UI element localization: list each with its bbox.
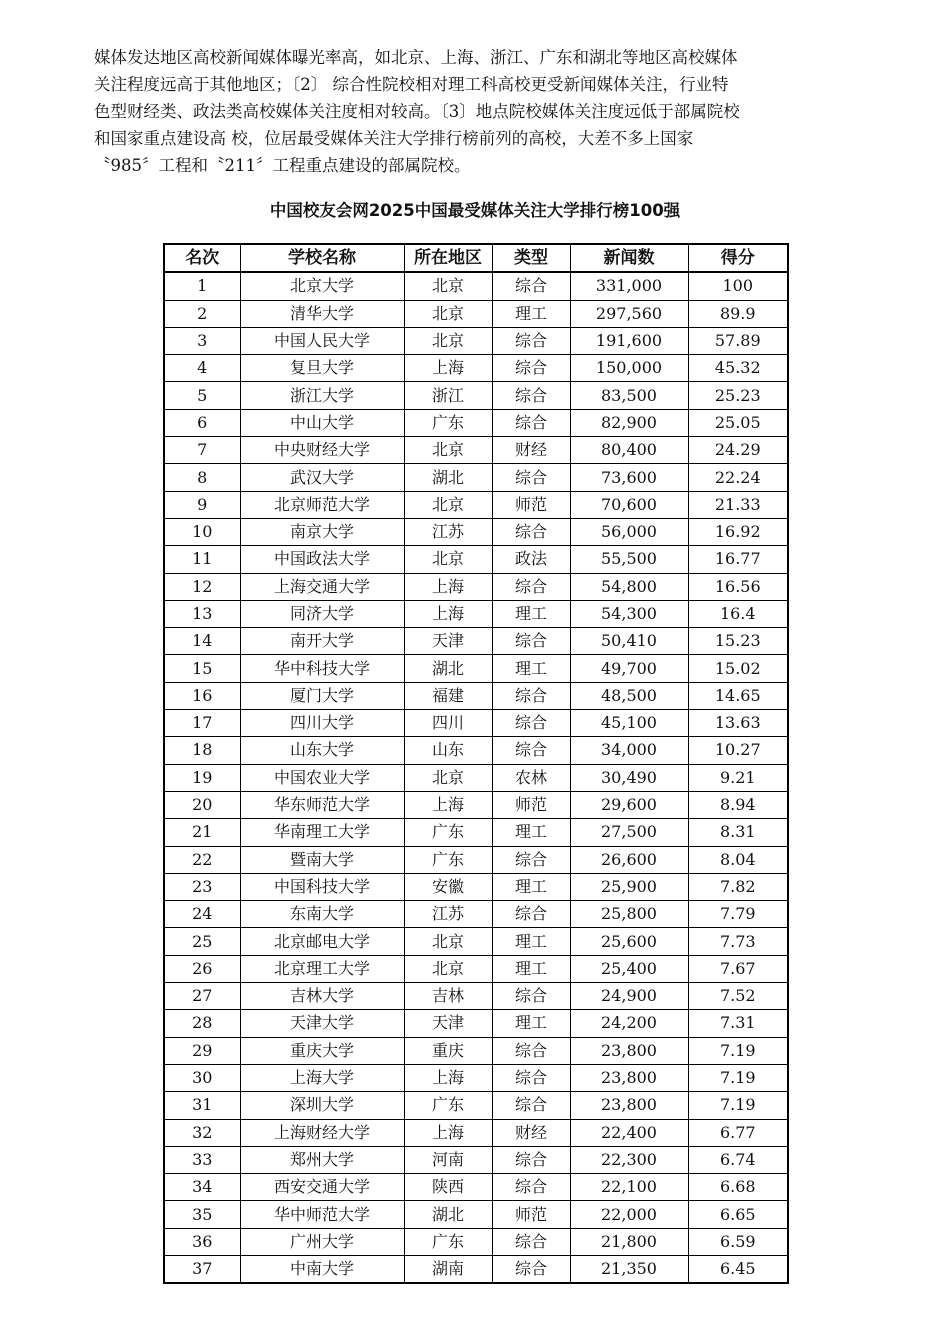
score-cell: 6.74 xyxy=(688,1146,788,1173)
ranking-table-body xyxy=(164,272,788,1283)
type-cell: 理工 xyxy=(492,873,570,900)
region-cell: 上海 xyxy=(404,573,492,600)
region-cell: 上海 xyxy=(404,1064,492,1091)
region-cell: 山东 xyxy=(404,737,492,764)
table-row xyxy=(164,873,788,900)
score-cell: 7.73 xyxy=(688,928,788,955)
table-row xyxy=(164,764,788,791)
region-cell: 北京 xyxy=(404,928,492,955)
table-row xyxy=(164,600,788,627)
school-name-cell: 北京邮电大学 xyxy=(240,928,404,955)
region-cell: 陕西 xyxy=(404,1174,492,1201)
news-count-cell: 25,600 xyxy=(570,928,688,955)
rank-cell: 12 xyxy=(164,573,240,600)
region-cell: 江苏 xyxy=(404,901,492,928)
region-cell: 河南 xyxy=(404,1146,492,1173)
rank-cell: 19 xyxy=(164,764,240,791)
table-row xyxy=(164,1228,788,1255)
region-cell: 安徽 xyxy=(404,873,492,900)
region-cell: 浙江 xyxy=(404,382,492,409)
rank-cell: 21 xyxy=(164,819,240,846)
type-cell: 综合 xyxy=(492,518,570,545)
news-count-cell: 54,800 xyxy=(570,573,688,600)
table-row xyxy=(164,1092,788,1119)
rank-cell: 15 xyxy=(164,655,240,682)
score-cell: 100 xyxy=(688,272,788,300)
type-cell: 理工 xyxy=(492,1010,570,1037)
intro-line: 色型财经类、政法类高校媒体关注度相对较高。〔3〕地点院校媒体关注度远低于部属院校 xyxy=(94,102,740,121)
table-row xyxy=(164,573,788,600)
region-cell: 上海 xyxy=(404,355,492,382)
school-name-cell: 天津大学 xyxy=(240,1010,404,1037)
table-row xyxy=(164,1119,788,1146)
score-cell: 7.31 xyxy=(688,1010,788,1037)
region-cell: 北京 xyxy=(404,955,492,982)
type-cell: 政法 xyxy=(492,546,570,573)
score-cell: 15.02 xyxy=(688,655,788,682)
ranking-table xyxy=(163,243,789,1284)
rank-cell: 2 xyxy=(164,300,240,327)
news-count-cell: 21,800 xyxy=(570,1228,688,1255)
news-count-cell: 45,100 xyxy=(570,710,688,737)
school-name-cell: 复旦大学 xyxy=(240,355,404,382)
table-row xyxy=(164,409,788,436)
rank-cell: 24 xyxy=(164,901,240,928)
news-count-cell: 26,600 xyxy=(570,846,688,873)
table-row xyxy=(164,955,788,982)
rank-cell: 8 xyxy=(164,464,240,491)
region-cell: 上海 xyxy=(404,1119,492,1146)
type-cell: 综合 xyxy=(492,846,570,873)
school-name-cell: 暨南大学 xyxy=(240,846,404,873)
school-name-cell: 四川大学 xyxy=(240,710,404,737)
rank-cell: 33 xyxy=(164,1146,240,1173)
rank-cell: 5 xyxy=(164,382,240,409)
school-name-cell: 北京大学 xyxy=(240,272,404,300)
type-cell: 综合 xyxy=(492,983,570,1010)
score-cell: 7.82 xyxy=(688,873,788,900)
score-cell: 6.65 xyxy=(688,1201,788,1228)
region-cell: 上海 xyxy=(404,791,492,818)
school-name-cell: 厦门大学 xyxy=(240,682,404,709)
intro-line: 〝985〞工程和〝211〞工程重点建设的部属院校。 xyxy=(94,156,471,175)
type-cell: 综合 xyxy=(492,1146,570,1173)
table-row xyxy=(164,382,788,409)
news-count-cell: 70,600 xyxy=(570,491,688,518)
type-cell: 综合 xyxy=(492,1255,570,1283)
school-name-cell: 北京理工大学 xyxy=(240,955,404,982)
type-cell: 综合 xyxy=(492,272,570,300)
school-name-cell: 中国人民大学 xyxy=(240,327,404,354)
school-name-cell: 上海大学 xyxy=(240,1064,404,1091)
school-name-cell: 华东师范大学 xyxy=(240,791,404,818)
rank-cell: 22 xyxy=(164,846,240,873)
type-cell: 理工 xyxy=(492,955,570,982)
intro-line: 和国家重点建设高 校，位居最受媒体关注大学排行榜前列的高校，大差不多上国家 xyxy=(94,129,694,148)
type-cell: 农林 xyxy=(492,764,570,791)
news-count-cell: 24,900 xyxy=(570,983,688,1010)
table-row xyxy=(164,928,788,955)
score-cell: 7.19 xyxy=(688,1064,788,1091)
score-cell: 7.52 xyxy=(688,983,788,1010)
type-cell: 综合 xyxy=(492,737,570,764)
region-cell: 江苏 xyxy=(404,518,492,545)
school-name-cell: 上海财经大学 xyxy=(240,1119,404,1146)
type-cell: 理工 xyxy=(492,600,570,627)
region-cell: 北京 xyxy=(404,272,492,300)
news-count-cell: 54,300 xyxy=(570,600,688,627)
score-cell: 24.29 xyxy=(688,437,788,464)
table-row xyxy=(164,491,788,518)
school-name-cell: 山东大学 xyxy=(240,737,404,764)
school-name-cell: 中央财经大学 xyxy=(240,437,404,464)
type-cell: 综合 xyxy=(492,628,570,655)
type-cell: 财经 xyxy=(492,437,570,464)
rank-cell: 10 xyxy=(164,518,240,545)
table-row xyxy=(164,1174,788,1201)
table-row xyxy=(164,1255,788,1283)
column-header-region: 所在地区 xyxy=(404,244,492,272)
news-count-cell: 48,500 xyxy=(570,682,688,709)
score-cell: 7.79 xyxy=(688,901,788,928)
table-row xyxy=(164,983,788,1010)
score-cell: 8.94 xyxy=(688,791,788,818)
school-name-cell: 西安交通大学 xyxy=(240,1174,404,1201)
rank-cell: 9 xyxy=(164,491,240,518)
rank-cell: 30 xyxy=(164,1064,240,1091)
news-count-cell: 331,000 xyxy=(570,272,688,300)
score-cell: 6.68 xyxy=(688,1174,788,1201)
region-cell: 四川 xyxy=(404,710,492,737)
school-name-cell: 浙江大学 xyxy=(240,382,404,409)
school-name-cell: 清华大学 xyxy=(240,300,404,327)
table-row xyxy=(164,355,788,382)
news-count-cell: 22,100 xyxy=(570,1174,688,1201)
region-cell: 天津 xyxy=(404,628,492,655)
column-header-score: 得分 xyxy=(688,244,788,272)
score-cell: 25.23 xyxy=(688,382,788,409)
rank-cell: 6 xyxy=(164,409,240,436)
school-name-cell: 华中科技大学 xyxy=(240,655,404,682)
region-cell: 广东 xyxy=(404,1092,492,1119)
school-name-cell: 重庆大学 xyxy=(240,1037,404,1064)
column-header-rank: 名次 xyxy=(164,244,240,272)
table-row xyxy=(164,1146,788,1173)
school-name-cell: 郑州大学 xyxy=(240,1146,404,1173)
score-cell: 8.04 xyxy=(688,846,788,873)
score-cell: 22.24 xyxy=(688,464,788,491)
type-cell: 综合 xyxy=(492,327,570,354)
table-row xyxy=(164,464,788,491)
intro-line: 媒体发达地区高校新闻媒体曝光率高，如北京、上海、浙江、广东和湖北等地区高校媒体 xyxy=(94,48,738,67)
news-count-cell: 150,000 xyxy=(570,355,688,382)
news-count-cell: 73,600 xyxy=(570,464,688,491)
score-cell: 16.92 xyxy=(688,518,788,545)
score-cell: 7.19 xyxy=(688,1092,788,1119)
table-title: 中国校友会网2025中国最受媒体关注大学排行榜100强 xyxy=(269,201,681,220)
region-cell: 福建 xyxy=(404,682,492,709)
news-count-cell: 50,410 xyxy=(570,628,688,655)
type-cell: 理工 xyxy=(492,300,570,327)
rank-cell: 23 xyxy=(164,873,240,900)
score-cell: 16.77 xyxy=(688,546,788,573)
score-cell: 57.89 xyxy=(688,327,788,354)
school-name-cell: 南京大学 xyxy=(240,518,404,545)
table-row xyxy=(164,546,788,573)
region-cell: 广东 xyxy=(404,846,492,873)
table-row xyxy=(164,655,788,682)
school-name-cell: 同济大学 xyxy=(240,600,404,627)
news-count-cell: 297,560 xyxy=(570,300,688,327)
news-count-cell: 83,500 xyxy=(570,382,688,409)
table-row xyxy=(164,1010,788,1037)
score-cell: 15.23 xyxy=(688,628,788,655)
school-name-cell: 广州大学 xyxy=(240,1228,404,1255)
table-row xyxy=(164,682,788,709)
column-header-type: 类型 xyxy=(492,244,570,272)
table-row xyxy=(164,300,788,327)
news-count-cell: 23,800 xyxy=(570,1037,688,1064)
rank-cell: 17 xyxy=(164,710,240,737)
rank-cell: 14 xyxy=(164,628,240,655)
region-cell: 上海 xyxy=(404,600,492,627)
school-name-cell: 中山大学 xyxy=(240,409,404,436)
type-cell: 师范 xyxy=(492,491,570,518)
rank-cell: 11 xyxy=(164,546,240,573)
news-count-cell: 23,800 xyxy=(570,1064,688,1091)
table-row xyxy=(164,901,788,928)
table-row xyxy=(164,1064,788,1091)
region-cell: 重庆 xyxy=(404,1037,492,1064)
score-cell: 7.67 xyxy=(688,955,788,982)
region-cell: 广东 xyxy=(404,819,492,846)
region-cell: 吉林 xyxy=(404,983,492,1010)
type-cell: 综合 xyxy=(492,1037,570,1064)
region-cell: 湖北 xyxy=(404,655,492,682)
intro-paragraph xyxy=(94,44,884,179)
school-name-cell: 华南理工大学 xyxy=(240,819,404,846)
score-cell: 16.56 xyxy=(688,573,788,600)
news-count-cell: 27,500 xyxy=(570,819,688,846)
rank-cell: 34 xyxy=(164,1174,240,1201)
type-cell: 综合 xyxy=(492,901,570,928)
news-count-cell: 25,800 xyxy=(570,901,688,928)
news-count-cell: 22,000 xyxy=(570,1201,688,1228)
news-count-cell: 82,900 xyxy=(570,409,688,436)
news-count-cell: 29,600 xyxy=(570,791,688,818)
intro-line: 关注程度远高于其他地区；〔2〕 综合性院校相对理工科高校更受新闻媒体关注，行业特 xyxy=(94,75,729,94)
type-cell: 理工 xyxy=(492,928,570,955)
type-cell: 综合 xyxy=(492,355,570,382)
rank-cell: 18 xyxy=(164,737,240,764)
region-cell: 广东 xyxy=(404,1228,492,1255)
region-cell: 北京 xyxy=(404,437,492,464)
school-name-cell: 中国科技大学 xyxy=(240,873,404,900)
type-cell: 师范 xyxy=(492,791,570,818)
table-row xyxy=(164,518,788,545)
table-row xyxy=(164,437,788,464)
table-header-row xyxy=(164,244,788,272)
school-name-cell: 南开大学 xyxy=(240,628,404,655)
type-cell: 财经 xyxy=(492,1119,570,1146)
region-cell: 北京 xyxy=(404,300,492,327)
type-cell: 理工 xyxy=(492,819,570,846)
rank-cell: 28 xyxy=(164,1010,240,1037)
news-count-cell: 55,500 xyxy=(570,546,688,573)
news-count-cell: 80,400 xyxy=(570,437,688,464)
rank-cell: 13 xyxy=(164,600,240,627)
type-cell: 综合 xyxy=(492,1092,570,1119)
score-cell: 25.05 xyxy=(688,409,788,436)
region-cell: 湖南 xyxy=(404,1255,492,1283)
table-row xyxy=(164,846,788,873)
school-name-cell: 东南大学 xyxy=(240,901,404,928)
table-row xyxy=(164,1201,788,1228)
rank-cell: 36 xyxy=(164,1228,240,1255)
score-cell: 13.63 xyxy=(688,710,788,737)
table-row xyxy=(164,791,788,818)
school-name-cell: 中国农业大学 xyxy=(240,764,404,791)
rank-cell: 20 xyxy=(164,791,240,818)
region-cell: 北京 xyxy=(404,546,492,573)
rank-cell: 3 xyxy=(164,327,240,354)
region-cell: 北京 xyxy=(404,764,492,791)
column-header-school: 学校名称 xyxy=(240,244,404,272)
school-name-cell: 上海交通大学 xyxy=(240,573,404,600)
news-count-cell: 21,350 xyxy=(570,1255,688,1283)
news-count-cell: 22,400 xyxy=(570,1119,688,1146)
table-row xyxy=(164,1037,788,1064)
region-cell: 湖北 xyxy=(404,464,492,491)
rank-cell: 4 xyxy=(164,355,240,382)
score-cell: 16.4 xyxy=(688,600,788,627)
rank-cell: 29 xyxy=(164,1037,240,1064)
table-row xyxy=(164,628,788,655)
rank-cell: 1 xyxy=(164,272,240,300)
score-cell: 10.27 xyxy=(688,737,788,764)
score-cell: 6.77 xyxy=(688,1119,788,1146)
school-name-cell: 北京师范大学 xyxy=(240,491,404,518)
rank-cell: 16 xyxy=(164,682,240,709)
school-name-cell: 中国政法大学 xyxy=(240,546,404,573)
school-name-cell: 深圳大学 xyxy=(240,1092,404,1119)
rank-cell: 32 xyxy=(164,1119,240,1146)
news-count-cell: 191,600 xyxy=(570,327,688,354)
region-cell: 天津 xyxy=(404,1010,492,1037)
school-name-cell: 武汉大学 xyxy=(240,464,404,491)
score-cell: 6.45 xyxy=(688,1255,788,1283)
type-cell: 综合 xyxy=(492,464,570,491)
type-cell: 综合 xyxy=(492,1228,570,1255)
type-cell: 综合 xyxy=(492,573,570,600)
region-cell: 广东 xyxy=(404,409,492,436)
score-cell: 14.65 xyxy=(688,682,788,709)
rank-cell: 7 xyxy=(164,437,240,464)
rank-cell: 31 xyxy=(164,1092,240,1119)
news-count-cell: 34,000 xyxy=(570,737,688,764)
rank-cell: 35 xyxy=(164,1201,240,1228)
news-count-cell: 25,900 xyxy=(570,873,688,900)
score-cell: 6.59 xyxy=(688,1228,788,1255)
table-row xyxy=(164,710,788,737)
news-count-cell: 49,700 xyxy=(570,655,688,682)
rank-cell: 25 xyxy=(164,928,240,955)
school-name-cell: 华中师范大学 xyxy=(240,1201,404,1228)
table-row xyxy=(164,737,788,764)
type-cell: 综合 xyxy=(492,710,570,737)
table-row xyxy=(164,819,788,846)
score-cell: 89.9 xyxy=(688,300,788,327)
school-name-cell: 吉林大学 xyxy=(240,983,404,1010)
table-row xyxy=(164,272,788,300)
news-count-cell: 23,800 xyxy=(570,1092,688,1119)
news-count-cell: 56,000 xyxy=(570,518,688,545)
type-cell: 综合 xyxy=(492,382,570,409)
rank-cell: 27 xyxy=(164,983,240,1010)
type-cell: 师范 xyxy=(492,1201,570,1228)
type-cell: 综合 xyxy=(492,409,570,436)
score-cell: 8.31 xyxy=(688,819,788,846)
score-cell: 7.19 xyxy=(688,1037,788,1064)
rank-cell: 26 xyxy=(164,955,240,982)
score-cell: 9.21 xyxy=(688,764,788,791)
region-cell: 北京 xyxy=(404,327,492,354)
type-cell: 理工 xyxy=(492,655,570,682)
type-cell: 综合 xyxy=(492,1064,570,1091)
news-count-cell: 30,490 xyxy=(570,764,688,791)
type-cell: 综合 xyxy=(492,1174,570,1201)
news-count-cell: 22,300 xyxy=(570,1146,688,1173)
region-cell: 北京 xyxy=(404,491,492,518)
news-count-cell: 24,200 xyxy=(570,1010,688,1037)
type-cell: 综合 xyxy=(492,682,570,709)
score-cell: 45.32 xyxy=(688,355,788,382)
school-name-cell: 中南大学 xyxy=(240,1255,404,1283)
rank-cell: 37 xyxy=(164,1255,240,1283)
news-count-cell: 25,400 xyxy=(570,955,688,982)
region-cell: 湖北 xyxy=(404,1201,492,1228)
table-row xyxy=(164,327,788,354)
score-cell: 21.33 xyxy=(688,491,788,518)
column-header-news-count: 新闻数 xyxy=(570,244,688,272)
